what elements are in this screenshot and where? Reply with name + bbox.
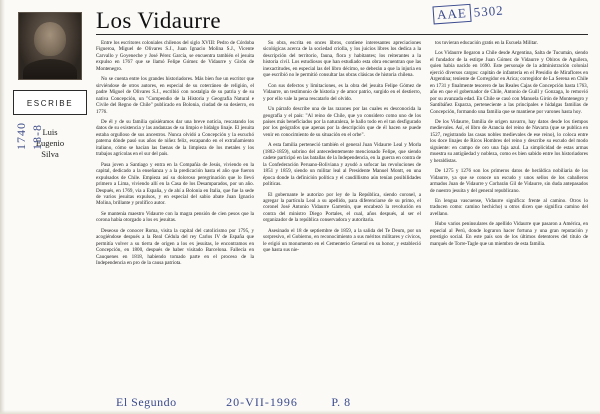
footer-page: P. 8 xyxy=(331,395,351,409)
paragraph: Pasa joven a Santiago y entra en la Compañía de Jesús, viviendo en la capital, dedicado a la enseñanza y a la predicación hasta el año que fueron expulsados de Chile. Empieza así su doloroso peregrinación que lo llevó primero a Lima, viviendo allí en la Casa de los Desamparados, por un año. Después, en 1769, vía a España, y de ahí a Bolonia en Italia, que fue la sede de varios jesuitas expulsos, y en especial del sabio abate Juan Ignacio Molina, brillante y prolífico autor. xyxy=(96,161,254,207)
scan-edge-bottom xyxy=(0,410,600,414)
paragraph: Hubo varios peninsulares de apellido Vidaurre que pasaron a América, en especial al Perú, donde lograron hacer fortuna y una gran reputación y prestigio social. En este país son de los últimos detentores del título de marqués de Torre-Tagle que un miembro de esta familia. xyxy=(430,221,588,247)
margin-annotation-right: 18-8 xyxy=(30,124,44,150)
archive-code-stamp xyxy=(433,2,505,25)
author-photo xyxy=(18,12,82,80)
archive-code-prefix: AAE xyxy=(433,4,472,25)
author-photo-body xyxy=(23,59,77,80)
paragraph: De los Vidaurre, familia de origen navarro, hay datos desde los tiempos medievales. Así, el libro de Arancia del reino de Navarra (que se publica en 1527, registrando las casas nobles medievales de ese reino), lo coloca entre los doce linajes de Ricos Hombres del reino y describe su escudo del modo siguiente: en campo de oro una faja azul. La simplicidad de estas armas muestra su antigüedad y nobleza, como es bien sabido entre los historiadores y heraldistas. xyxy=(430,118,588,164)
author-name-line1: Luis xyxy=(42,127,58,137)
article-column-3 xyxy=(430,40,588,271)
paragraph: Con sus defectos y limitaciones, es la obra del jesuita Felipe Gómez de Vidaurre, un testimonio de historia y de amor patrio, surgido en el destierro, y por ello vale la pena rescatarlo del olvido. xyxy=(263,82,421,102)
paragraph: A esta familia perteneció también el general Juan Vidaurre Leal y Morla (1802-1859), sobrino del antecedentemente mencionado Felipe, que siendo cadete participó en las batallas de la Independencia, en la guerra en contra de la Confederación Peruano-Boliviana y ayudó a sofocar las revoluciones de 1851 y 1859, siendo un militar leal al Presidente Manuel Montt, en una época donde la definición política y el caudillismo aún tenían posibilidades políticas. xyxy=(263,142,421,188)
paragraph: Asesinado el 18 de septiembre de 1859, a la salida del Te Deum, por un sorpresivo, el Gobierno, en reconocimiento a sus méritos militares y cívicos, le erigió un monumento en el Cementerio General en su honor, y estableció que hasta sus nie- xyxy=(263,227,421,254)
footer-handwritten-citation xyxy=(116,395,351,410)
footer-source: El Segundo xyxy=(116,395,177,409)
article-column-1 xyxy=(96,40,254,271)
article-body xyxy=(96,40,590,271)
margin-annotation-left: 1740 xyxy=(14,122,28,150)
paragraph: En lengua vascuense, Vidaurre significa: frente al camino. Otros lo traducen como: camino hechicho) u otros dicen que significa camino del avellano. xyxy=(430,197,588,217)
escribe-badge xyxy=(13,90,87,115)
paragraph: Un párrafo describe una de las razones por las cuales es desconocida la geografía y el país: "Al reino de Chile, que yo considero como uno de los países más beneficiados por la naturaleza, le hallo todo en el tan desfigurado por los geógrafos que apenas por la descripción que de él hacen se puede venir en conocimiento de su situación en el orbe". xyxy=(263,106,421,138)
paragraph: Entre los escritores coloniales chilenos del siglo XVIII: Pedro de Córdoba Figueroa, Miguel de Olivares S.J., Juan Ignacio Molina S.J., Vicente Carvallo y Goyeneche y José Pérez García, se encuentra también el jesuita expulso en 1767 que se llamó Felipe Gómez de Vidaurre y Girón de Montenegro. xyxy=(96,40,254,72)
author-name-line3: Silva xyxy=(41,149,59,159)
footer-date: 20-VII-1996 xyxy=(226,395,298,409)
paragraph: Su obra, escrita en onces libros, contiene interesantes apreciaciones sicológicas acerca de la sociedad criolla, y los juicios libres los dedica a la descripción del territorio, fauna, flora y habitantes; los reiterantes a la historia civil. Los estudiosos que han estudiado esta obra encuentran que las inexactitudes, en especial las del libro décimo, se deberán a que la injuria en que escribió no le permitió consultar las obras clásicas de historia chilena. xyxy=(263,40,421,79)
title-divider xyxy=(96,34,588,35)
scan-edge-left xyxy=(0,0,5,414)
paragraph: De él y de su familia quisiéramos dar una breve noticia, rescatando los datos de su existencia y las andanzas de su limpio e hidalgo linaje. El jesuita estaba orgulloso de sus ancestros. Nunca olvidó a Concepción y la escuchó paterna dónde pasó sus años de niñez feliz, escapando en el extrañamiento italiano, cómo se hacían las faenas de la limpieza de los metales y los trabajos agrícolas en el sur del país. xyxy=(96,118,254,158)
escribe-label: ESCRIBE xyxy=(26,99,74,108)
paragraph: Deseoso de conocer Roma, visita la capital del catolicismo por 1795, y acogiéndose después a la Real Cédula del rey Carlos IV de España que permitía volver a su tierra de origen a los ex jesuitas, le encontramos en Concepción, en 1800, después de haber visitado Barcelona. Fallecía en Cauquenes en 1818, habiendo tomado parte en el proceso de la Independencia en pro de la causa patriota. xyxy=(96,227,254,267)
paragraph: Los Vidaurre llegaron a Chile desde Argentina, Salta de Tucumán, siendo el fundador de la estirpe Juan Gómez de Vidaurre y Obiros de Aguilera, quien había nacido en 1690. Este personaje de la administración colonial ejerció diversos cargos: capitán de infantería en el Presidio de Miraflores en Argentina; teniente de Corregidor en Arica; corregidor de La Serena en Chile en 1731 y finalmente tesorero de las Reales Cajas de Concepción hasta 1763, año en que el gobernador de Chile, Antonio de Guill y Gonzaga, lo removió por su avanzada edad. En Chile se casó con Manuela Girón de Montenegro y Santibáñez Esparza, perteneciente a las principales e hidalgas familias de Concepción, formando una familia que se mantiene por varones hasta hoy. xyxy=(430,50,588,115)
author-photo-face xyxy=(34,22,66,56)
page-title: Los Vidaurre xyxy=(96,8,221,33)
paragraph: El gobernante le autorizo por ley de la República, siendo coronel, a agregar la partícula Leal a su apellido, para diferenciarse de su primo, el coronel José Antonio Vidaurre Garretón, que encabezó la revolución en contra del ministro Diego Portales, el cual, años después, al ser el organizador de la república conservadora y autoritaria. xyxy=(263,191,421,224)
paragraph: De 1275 y 1276 son los primeros datos de heráldica nobiliaria de los Vidaurre, ya que se conoce un escudo y unos sellos de los caballeros armados Juan de Vidaurre y Corbarán Gil de Vidaurre, sin duda antepasados de nuestro jesuita y del general republicano. xyxy=(430,168,588,194)
paragraph: tos tuvieran educación gratis en la Escuela Militar. xyxy=(435,40,538,46)
article-column-2 xyxy=(263,40,421,271)
paragraph: Se mantenía maestro Vidaurre con la magra pensión de cien pesos que la corona había otorgado a los ex jesuitas. xyxy=(96,210,254,224)
paragraph: No se cuenta entre los grandes historiadores. Más bien fue un escritor que sirviéndose de otros autores, en especial de su coterráneo de religión, el padre Miguel de Olivares S.J., escribió con nostalgia de su patria y de su nativa Concepción, un "Compendio de la Historia y Geografía Natural e Civile del Regno de Chile" publicado en Bolonia, ciudad de su desierro, en 1776. xyxy=(96,76,254,115)
author-name-line2: Eugenio xyxy=(35,138,65,148)
archive-code-number: 5302 xyxy=(473,2,505,20)
